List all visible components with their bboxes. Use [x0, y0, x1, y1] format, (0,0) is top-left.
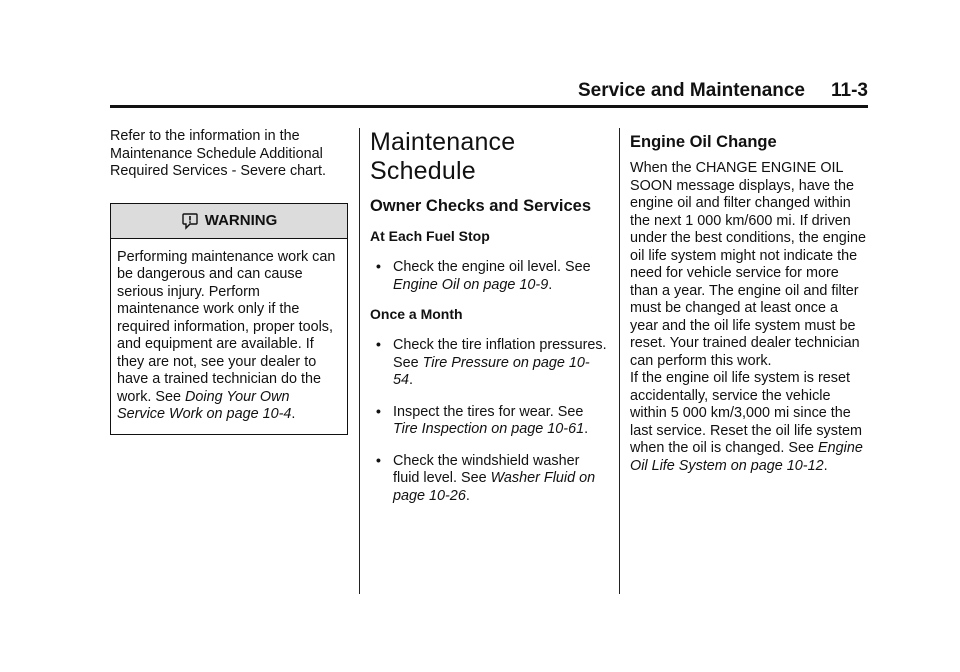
item-end: . [409, 372, 414, 388]
intro-paragraph: Refer to the information in the Maintenance Schedule Additional Required Services - Severe chart. [110, 128, 326, 179]
bullet-list [370, 259, 608, 294]
item-ref: Engine Oil on page 10-9 [393, 276, 549, 293]
group-title: At Each Fuel Stop [370, 228, 490, 244]
item-text: Inspect the tires for wear. See [393, 403, 584, 420]
column-3 [630, 128, 868, 475]
item-ref: Washer Fluid on page 10-26 [393, 470, 596, 504]
item-text: Check the engine oil level. See [393, 259, 591, 275]
bullet-icon: • [376, 451, 381, 468]
paragraph-ref: Engine Oil Life System on page 10-12 [630, 440, 863, 474]
group-title: Once a Month [370, 306, 463, 322]
header-rule [110, 105, 868, 108]
warning-ref: Doing Your Own Service Work on page 10-4 [117, 388, 292, 422]
item-end: . [548, 276, 553, 293]
warning-text: Performing maintenance work can be dangerous and can cause serious injury. Perform maintenance work only if the required information, proper tools, and equipment are available. If they are not, see your dealer to have a trained technician do the work. See [117, 248, 336, 405]
subheading: Owner Checks and Services [370, 197, 592, 215]
warning-end: . [291, 406, 296, 422]
column-1 [110, 128, 348, 435]
exclamation-icon [181, 212, 199, 230]
list-item [370, 259, 608, 294]
bullet-list [370, 337, 608, 505]
bullet-icon: • [376, 258, 381, 274]
item-end: . [584, 421, 589, 437]
bullet-icon: • [376, 336, 381, 352]
paragraph [630, 370, 868, 475]
column-divider-2 [619, 128, 620, 594]
page-header [0, 80, 868, 102]
warning-body [111, 239, 347, 434]
list-item [370, 453, 608, 506]
item-ref: Tire Inspection on page 10-61 [393, 421, 585, 437]
paragraph: When the CHANGE ENGINE OIL SOON message displays, have the engine oil and filter changed within the next 1 000 km/600 mi. If driven under the best conditions, the engine oil life system might not indicate the need for vehicle service for more than a year. The engine oil and filter must be changed at least once a year and the oil life system must be reset. Your trained dealer technician can perform this work. [630, 160, 867, 369]
item-text: Check the tire inflation pressures. See [393, 337, 607, 371]
section-heading: Engine Oil Change [630, 133, 777, 151]
warning-box [110, 203, 348, 435]
paragraph-end: . [823, 457, 828, 474]
bullet-icon: • [376, 402, 381, 419]
warning-title: WARNING [204, 211, 278, 229]
item-ref: Tire Pressure on page 10-54 [393, 354, 590, 388]
item-end: . [465, 487, 470, 504]
warning-header [111, 204, 347, 239]
column-divider-1 [359, 128, 360, 594]
column-2 [370, 128, 608, 505]
list-item [370, 337, 608, 390]
main-heading: Maintenance Schedule [370, 128, 516, 185]
list-item [370, 404, 608, 439]
page-number: 11-3 [831, 80, 868, 101]
item-text: Check the windshield washer fluid level. See [393, 452, 580, 486]
paragraph-text: If the engine oil life system is reset accidentally, service the vehicle within 5 000 km/3,000 mi since the last service. Reset the oil life system when the oil is changed. See [630, 370, 862, 456]
section-title: Service and Maintenance [577, 80, 806, 101]
